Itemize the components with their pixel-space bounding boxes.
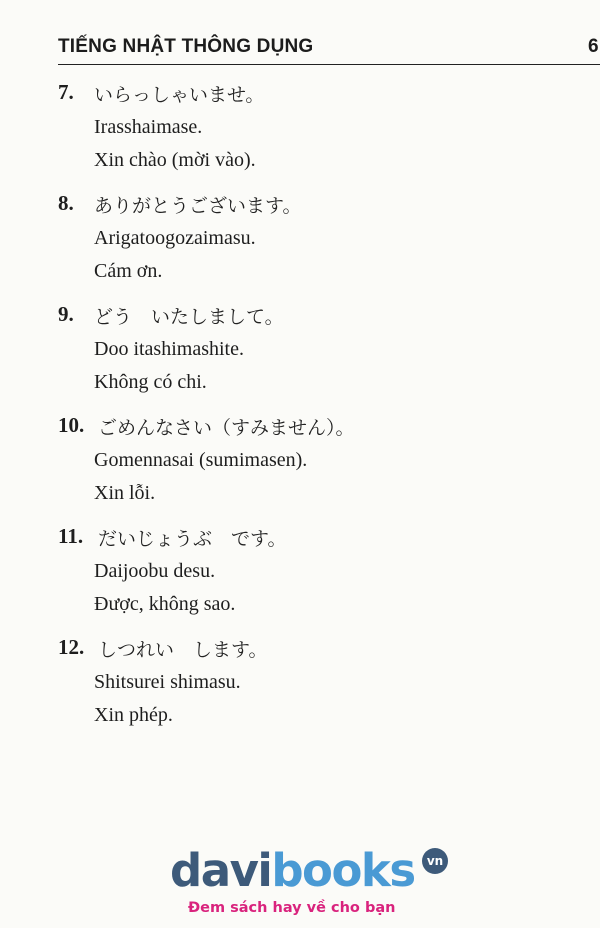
japanese-text: ごめんなさい（すみません）。 bbox=[98, 417, 355, 439]
phrase-entry-12 bbox=[58, 633, 588, 744]
logo-wordmark bbox=[170, 844, 415, 897]
logo-vn-badge: vn bbox=[422, 848, 448, 874]
logo-word-davi: davi bbox=[170, 844, 272, 897]
header-divider bbox=[58, 64, 600, 65]
phrase-list bbox=[58, 78, 588, 744]
romaji-text: Doo itashimashite. bbox=[94, 338, 244, 360]
romaji-text: Shitsurei shimasu. bbox=[94, 671, 241, 693]
davibooks-logo bbox=[170, 844, 460, 928]
romaji-text: Irasshaimase. bbox=[94, 116, 203, 138]
page-header bbox=[58, 34, 600, 64]
japanese-text: しつれい します。 bbox=[98, 639, 268, 661]
japanese-text: いらっしゃいませ。 bbox=[94, 84, 265, 106]
entry-number: 11. bbox=[58, 524, 84, 548]
romaji-text: Daijoobu desu. bbox=[94, 560, 216, 582]
page-number: 6 bbox=[588, 36, 599, 57]
phrase-entry-8 bbox=[58, 189, 588, 300]
phrase-entry-7 bbox=[58, 78, 588, 189]
phrase-entry-9 bbox=[58, 300, 588, 411]
romaji-text: Gomennasai (sumimasen). bbox=[94, 449, 308, 471]
entry-number: 10. bbox=[58, 413, 85, 437]
vietnamese-translation: Xin lỗi. bbox=[94, 482, 156, 504]
vietnamese-translation: Xin chào (mời vào). bbox=[94, 149, 256, 171]
japanese-text: どう いたしまして。 bbox=[94, 306, 284, 328]
vietnamese-translation: Không có chi. bbox=[94, 371, 207, 393]
vietnamese-translation: Cám ơn. bbox=[94, 260, 163, 282]
entry-number: 8. bbox=[58, 191, 74, 215]
book-title: TIẾNG NHẬT THÔNG DỤNG bbox=[58, 36, 314, 57]
vietnamese-translation: Xin phép. bbox=[94, 704, 173, 726]
entry-number: 12. bbox=[58, 635, 85, 659]
japanese-text: だいじょうぶ です。 bbox=[98, 528, 287, 550]
japanese-text: ありがとうございます。 bbox=[94, 195, 302, 217]
phrase-entry-10 bbox=[58, 411, 588, 522]
entry-number: 9. bbox=[58, 302, 74, 326]
logo-tagline: Đem sách hay về cho bạn bbox=[188, 900, 396, 916]
logo-word-books: books bbox=[271, 844, 415, 897]
entry-number: 7. bbox=[58, 80, 74, 104]
phrase-entry-11 bbox=[58, 522, 588, 633]
vietnamese-translation: Được, không sao. bbox=[94, 593, 236, 615]
romaji-text: Arigatoogozaimasu. bbox=[94, 227, 256, 249]
